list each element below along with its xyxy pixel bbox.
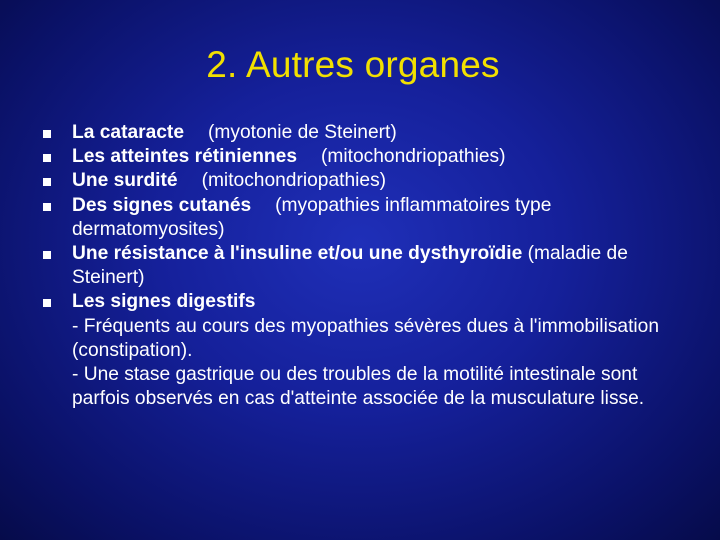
bullet-item-insuline xyxy=(0,242,720,290)
slide-title: 2. Autres organes xyxy=(206,44,500,85)
bullet-detail: (myotonie de Steinert) xyxy=(208,122,397,143)
bullet-heading: Une résistance à l'insuline et/ou une dysthyroïdie xyxy=(72,243,523,265)
square-bullet-icon xyxy=(43,178,51,186)
bullet-item-cataracte xyxy=(0,121,720,145)
bullet-detail: (mitochondriopathies) xyxy=(321,146,506,168)
bullet-detail: (maladie de Steinert) xyxy=(72,243,628,289)
bullet-heading: Une surdité xyxy=(72,170,178,192)
bullet-heading: La cataracte xyxy=(72,122,184,143)
bullet-item-surdite xyxy=(0,169,720,193)
bullet-subpoint: - Une stase gastrique ou des troubles de la motilité intestinale sont parfois observés en cas d'atteinte associée de la musculature lisse. xyxy=(72,364,645,410)
square-bullet-icon xyxy=(43,154,51,162)
bullet-heading: Des signes cutanés xyxy=(72,194,252,216)
bullet-item-cutanes xyxy=(0,194,720,242)
square-bullet-icon xyxy=(43,130,51,138)
bullet-detail: (myopathies inflammatoires type dermatomyosites) xyxy=(72,194,552,240)
bullet-heading: Les atteintes rétiniennes xyxy=(72,146,297,168)
square-bullet-icon xyxy=(43,251,51,259)
square-bullet-icon xyxy=(43,203,51,211)
bullet-item-digestifs xyxy=(0,290,720,411)
square-bullet-icon xyxy=(43,299,51,307)
bullet-detail: (mitochondriopathies) xyxy=(201,170,387,192)
bullet-item-retiniennes xyxy=(0,145,720,169)
bullet-heading: Les signes digestifs xyxy=(72,291,256,313)
bullet-list xyxy=(0,121,720,411)
bullet-subpoint: - Fréquents au cours des myopathies sévères dues à l'immobilisation (constipation). xyxy=(72,315,660,361)
